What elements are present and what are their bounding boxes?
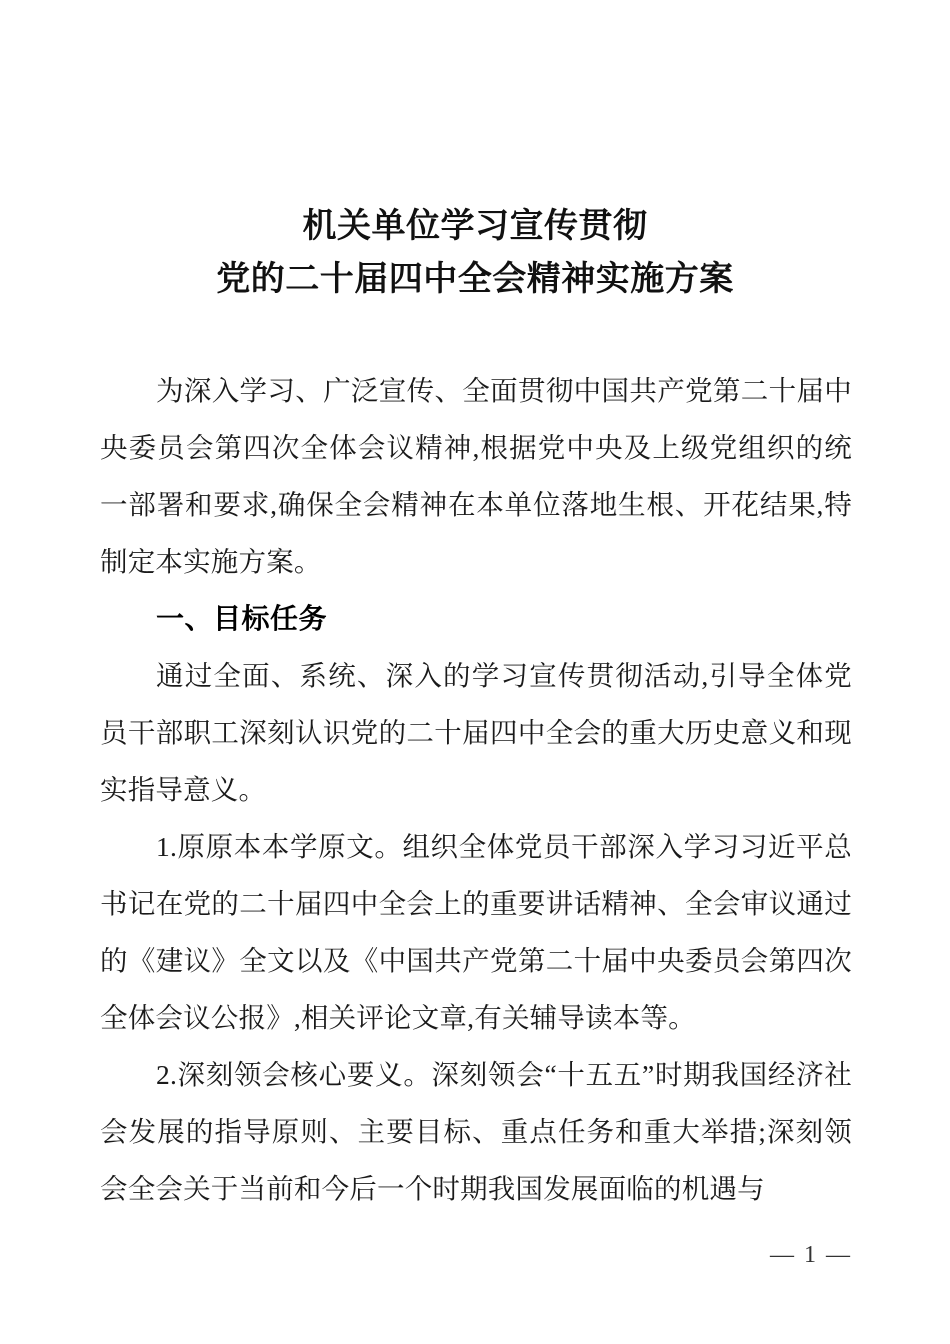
title-line-1: 机关单位学习宣传贯彻	[302, 208, 648, 245]
paragraph-item-1: 1.原原本本学原文。组织全体党员干部深入学习习近平总书记在党的二十届四中全会上的重要讲话精神、全会审议通过的《建议》全文以及《中国共产党第二十届中央委员会第四次全体会议公报》,相关评论文章,有关辅导读本等。	[100, 831, 852, 1033]
document-body	[100, 362, 852, 1217]
paragraph-section1-lead: 通过全面、系统、深入的学习宣传贯彻活动,引导全体党员干部职工深刻认识党的二十届四中全会的重大历史意义和现实指导意义。	[100, 660, 852, 805]
section-heading-1: 一、目标任务	[156, 603, 328, 634]
page-number-footer: — 1 —	[770, 1242, 852, 1268]
paragraph-item-2: 2.深刻领会核心要义。深刻领会“十五五”时期我国经济社会发展的指导原则、主要目标、重点任务和重大举措;深刻领会全会关于当前和今后一个时期我国发展面临的机遇与	[100, 1059, 852, 1204]
paragraph-intro: 为深入学习、广泛宣传、全面贯彻中国共产党第二十届中央委员会第四次全体会议精神,根据党中央及上级党组织的统一部署和要求,确保全会精神在本单位落地生根、开花结果,特制定本实施方案。	[100, 375, 852, 577]
page-title	[100, 200, 850, 306]
title-line-2: 党的二十届四中全会精神实施方案	[216, 261, 734, 298]
